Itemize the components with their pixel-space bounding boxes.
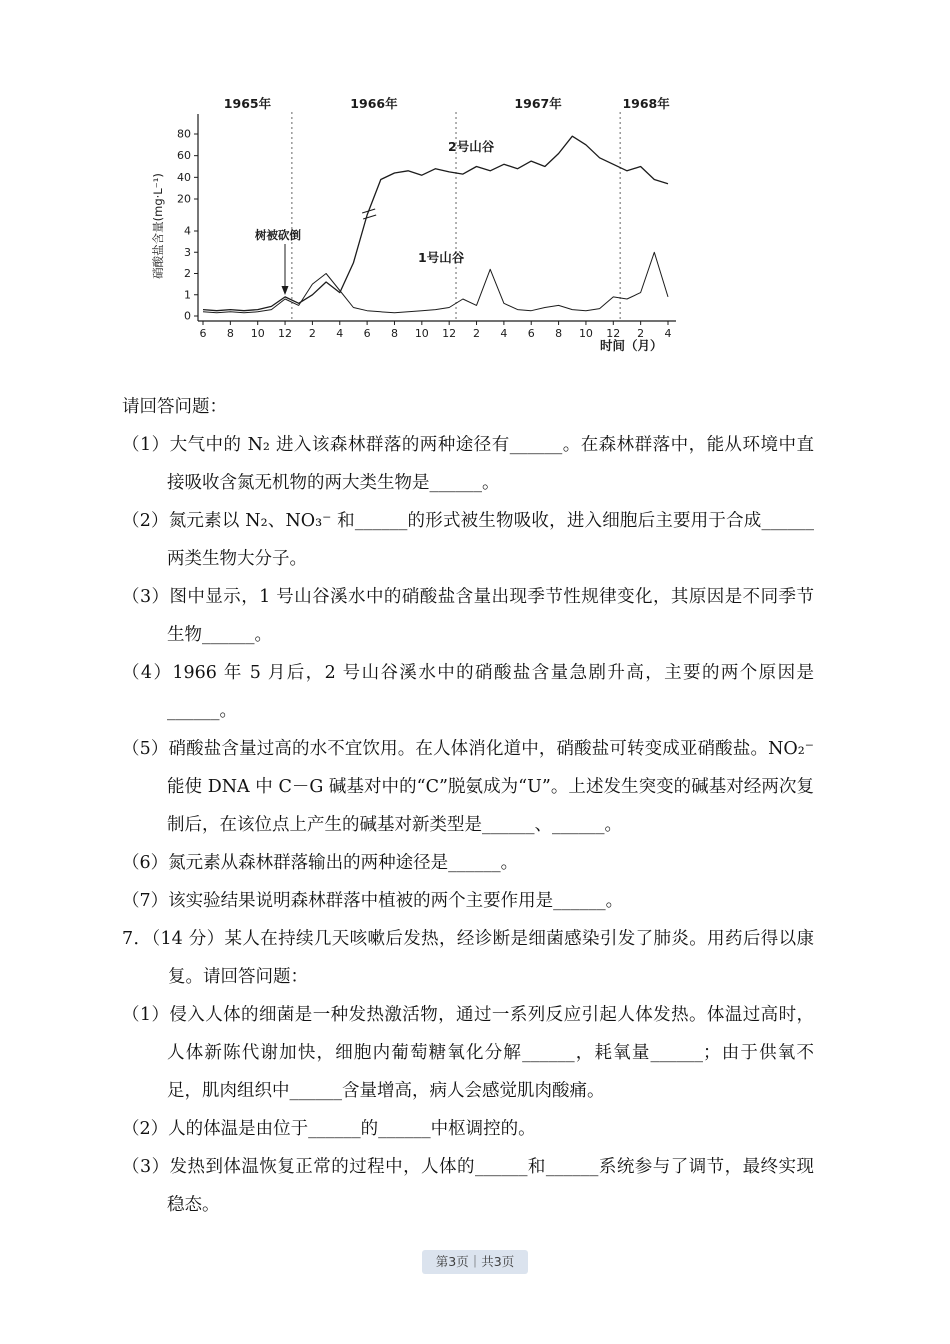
svg-text:10: 10: [414, 327, 429, 340]
questions-intro: 请回答问题：: [122, 397, 227, 417]
q6-item-5: （5）硝酸盐含量过高的水不宜饮用。在人体消化道中，硝酸盐可转变成亚硝酸盐。NO₂⁻能使 DNA 中 C－G 碱基对中的“C”脱氨成为“U”。上述发生突变的碱基对经两次复制后，在该位点上产生的碱基对新类型是______、______。: [122, 739, 814, 835]
svg-text:12: 12: [606, 327, 621, 340]
year-label: 1967年: [514, 96, 562, 111]
svg-text:10: 10: [250, 327, 265, 340]
svg-text:6: 6: [363, 327, 371, 340]
q6-item-4: （4）1966 年 5 月后，2 号山谷溪水中的硝酸盐含量急剧升高，主要的两个原因是______。: [122, 663, 814, 721]
q6-item-7: （7）该实验结果说明森林群落中植被的两个主要作用是______。: [122, 891, 624, 911]
year-label: 1968年: [622, 96, 670, 111]
svg-text:12: 12: [278, 327, 293, 340]
q6-item-6: （6）氮元素从森林群落输出的两种途径是______。: [122, 853, 519, 873]
series-label-valley2: 2号山谷: [448, 139, 495, 154]
question-7-header: 7．（14 分）某人在持续几天咳嗽后发热，经诊断是细菌感染引发了肺炎。用药后得以康复。请回答问题：: [122, 929, 814, 987]
nitrate-chart-figure: [148, 96, 688, 368]
svg-text:40: 40: [177, 170, 191, 184]
svg-text:60: 60: [177, 149, 191, 163]
svg-text:4: 4: [184, 224, 191, 238]
page-number-badge: 第3页｜共3页: [422, 1250, 528, 1275]
svg-text:6: 6: [527, 327, 535, 340]
svg-text:2: 2: [308, 327, 316, 340]
svg-text:3: 3: [184, 245, 191, 259]
annotation-trees-cut: 树被砍倒: [255, 228, 301, 242]
svg-text:10: 10: [578, 327, 593, 340]
svg-text:4: 4: [500, 327, 508, 340]
svg-text:2: 2: [637, 327, 645, 340]
q7-item-3: （3）发热到体温恢复正常的过程中，人体的______和______系统参与了调节，最终实现稳态。: [122, 1157, 814, 1215]
nitrate-line-chart: [148, 96, 688, 366]
y-axis-title: 硝酸盐含量(mg·L⁻¹): [151, 173, 165, 279]
svg-text:8: 8: [390, 327, 398, 340]
svg-text:0: 0: [184, 309, 191, 323]
series-line-1: [203, 136, 668, 311]
annotation-arrowhead: [282, 286, 289, 295]
x-axis-title: 时间（月）: [600, 338, 663, 353]
year-label: 1965年: [223, 96, 272, 111]
question-text-block: [122, 388, 814, 1224]
svg-text:1: 1: [184, 288, 191, 302]
series-label-valley1: 1号山谷: [418, 250, 465, 265]
svg-text:6: 6: [199, 327, 207, 340]
svg-text:80: 80: [177, 127, 191, 141]
svg-text:12: 12: [442, 327, 457, 340]
q7-item-1: （1）侵入人体的细菌是一种发热激活物，通过一系列反应引起人体发热。体温过高时，人体新陈代谢加快，细胞内葡萄糖氧化分解______，耗氧量______；由于供氧不足，肌肉组织中______含量增高，病人会感觉肌肉酸痛。: [122, 1005, 814, 1101]
svg-text:4: 4: [336, 327, 344, 340]
svg-text:4: 4: [664, 327, 672, 340]
svg-text:2: 2: [184, 267, 191, 280]
svg-text:8: 8: [226, 327, 234, 340]
svg-text:20: 20: [177, 192, 191, 206]
svg-text:2: 2: [473, 327, 481, 340]
q6-item-2: （2）氮元素以 N₂、NO₃⁻ 和______的形式被生物吸收，进入细胞后主要用于合成______两类生物大分子。: [122, 511, 814, 569]
year-label: 1966年: [350, 96, 398, 111]
svg-text:8: 8: [555, 327, 563, 340]
q6-item-3: （3）图中显示，1 号山谷溪水中的硝酸盐含量出现季节性规律变化，其原因是不同季节生物______。: [122, 587, 814, 645]
q6-item-1: （1）大气中的 N₂ 进入该森林群落的两种途径有______。在森林群落中，能从环境中直接吸收含氮无机物的两大类生物是______。: [122, 435, 814, 493]
q7-item-2: （2）人的体温是由位于______的______中枢调控的。: [122, 1119, 536, 1139]
page-footer: [0, 1250, 950, 1275]
